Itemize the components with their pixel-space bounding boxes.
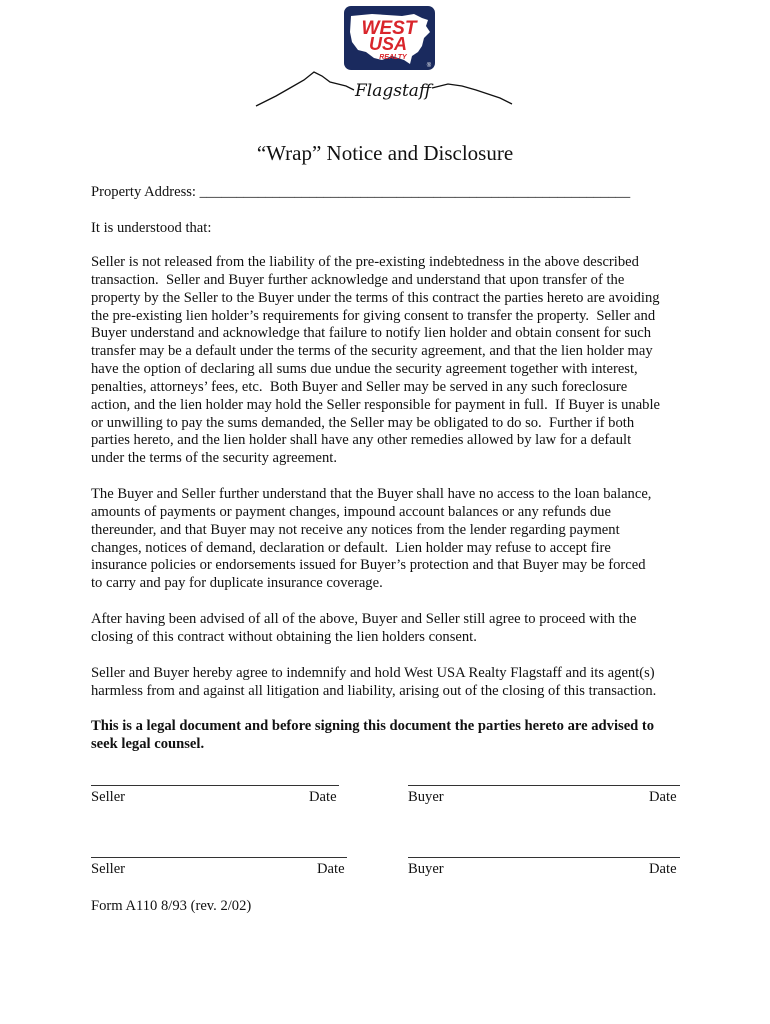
seller-signature-line[interactable] bbox=[91, 785, 339, 786]
paragraph-line: The Buyer and Seller further understand that the Buyer shall have no access to the loan balance, bbox=[91, 486, 652, 502]
paragraph-line: Buyer understand and acknowledge that failure to notify lien holder and obtain consent for such bbox=[91, 325, 652, 342]
mountain-line-right bbox=[432, 84, 512, 104]
paragraph-line: Seller and Buyer hereby agree to indemnify and hold West USA Realty Flagstaff and its agent(s) bbox=[91, 665, 655, 681]
buyer-signature-line-2[interactable] bbox=[408, 857, 680, 858]
seller-date-label-2: Date bbox=[317, 861, 345, 877]
paragraph-line: amounts of payments or payment changes, impound account balances or any refunds due bbox=[91, 503, 611, 520]
paragraph-line: or unwilling to pay the sums demanded, the Seller may be obligated to do so. Further if both bbox=[91, 414, 635, 431]
paragraph-line: After having been advised of all of the above, Buyer and Seller still agree to proceed with the bbox=[91, 611, 637, 627]
paragraph-buyer-access bbox=[91, 486, 691, 593]
registered-mark: ® bbox=[426, 63, 432, 69]
paragraph-line: action, and the lien holder may hold the Seller responsible for payment in full. If Buyer is unable bbox=[91, 396, 661, 413]
paragraph-line: the pre-existing lien holder’s requirements for giving consent to transfer the property. Seller and bbox=[91, 307, 656, 324]
form-identifier: Form A110 8/93 (rev. 2/02) bbox=[91, 898, 252, 914]
intro-text: It is understood that: bbox=[91, 220, 212, 236]
warning-line: This is a legal document and before signing this document the parties hereto are advised to bbox=[91, 718, 655, 734]
warning-line: seek legal counsel. bbox=[91, 735, 205, 752]
paragraph-line: Seller is not released from the liability of the pre-existing indebtedness in the above described bbox=[91, 254, 639, 270]
paragraph-line: have the option of declaring all sums due undue the security agreement together with interest, bbox=[91, 361, 638, 378]
paragraph-line: changes, notices of demand, declaration or default. Lien holder may refuse to accept fire bbox=[91, 539, 611, 556]
seller-signature-line-2[interactable] bbox=[91, 857, 347, 858]
paragraph-line: closing of this contract without obtaining the lien holders consent. bbox=[91, 628, 477, 645]
paragraph-line: penalties, attorneys’ fees, etc. Both Buyer and Seller may be served in any such foreclosure bbox=[91, 378, 628, 395]
buyer-date-label: Date bbox=[649, 789, 677, 805]
logo-text-usa: USA bbox=[368, 34, 408, 54]
document-title: “Wrap” Notice and Disclosure bbox=[256, 141, 514, 165]
buyer-label: Buyer bbox=[408, 789, 444, 805]
company-logo-graphic bbox=[252, 4, 516, 110]
paragraph-line: transfer may be a default under the terms of the security agreement, and that the lien holder may bbox=[91, 343, 653, 360]
paragraph-indemnify bbox=[91, 665, 691, 701]
paragraph-liability bbox=[91, 254, 691, 468]
paragraph-line: to carry and pay for duplicate insurance coverage. bbox=[91, 575, 383, 592]
mountain-line-icon bbox=[256, 72, 354, 106]
legal-warning bbox=[91, 718, 691, 754]
buyer-label-2: Buyer bbox=[408, 861, 444, 877]
paragraph-line: insurance policies or endorsements issued for Buyer’s protection and that Buyer may be forced bbox=[91, 557, 646, 574]
seller-date-label: Date bbox=[309, 789, 337, 805]
paragraph-line: under the terms of the security agreement. bbox=[91, 450, 337, 467]
logo-text-flagstaff: Flagstaff bbox=[355, 81, 431, 101]
paragraph-line: transaction. Seller and Buyer further acknowledge and understand that upon transfer of the bbox=[91, 271, 625, 288]
buyer-date-label-2: Date bbox=[649, 861, 677, 877]
paragraph-line: harmless from and against all litigation and liability, arising out of the closing of this transaction. bbox=[91, 682, 657, 699]
logo-text-realty: REALTY bbox=[379, 54, 407, 61]
buyer-signature-line[interactable] bbox=[408, 785, 680, 786]
property-address-line: Property Address: ___________________________________________________________ bbox=[91, 184, 631, 200]
paragraph-proceed bbox=[91, 611, 691, 647]
logo-text-west: WEST bbox=[361, 18, 417, 39]
paragraph-line: property by the Seller to the Buyer under the terms of this contract the parties hereto are avoiding bbox=[91, 289, 660, 306]
seller-label-2: Seller bbox=[91, 861, 126, 877]
seller-label: Seller bbox=[91, 789, 126, 805]
paragraph-line: thereunder, and that Buyer may not receive any notices from the lender regarding payment bbox=[91, 521, 620, 538]
west-usa-realty-logo bbox=[252, 4, 516, 110]
paragraph-line: parties hereto, and the lien holder shall have any other remedies allowed by law for a default bbox=[91, 432, 632, 449]
